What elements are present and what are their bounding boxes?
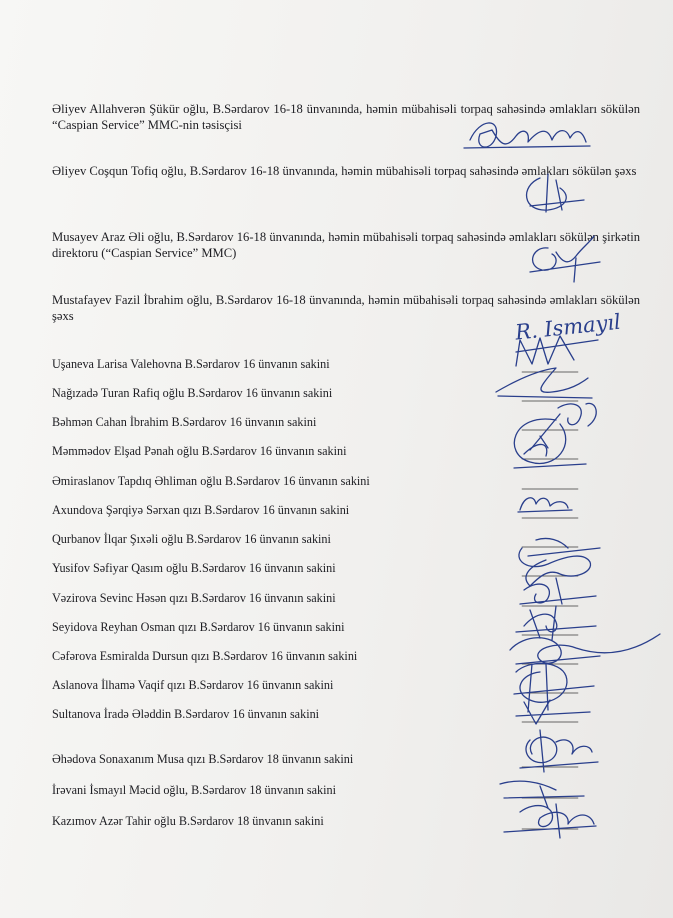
resident-line: Uşaneva Larisa Valehovna B.Sərdarov 16 ünvanın sakini [52, 357, 330, 371]
signature-mark [500, 781, 584, 808]
resident-line: İrəvani İsmayıl Məcid oğlu, B.Sərdarov 18 ünvanın sakini [52, 783, 336, 797]
signature-mark [514, 444, 586, 468]
signature-mark [527, 174, 584, 212]
resident-line: Kazımov Azər Tahir oğlu B.Sərdarov 18 ünvanın sakini [52, 814, 324, 828]
resident-line: Əmiraslanov Tapdıq Əhliman oğlu B.Sərdarov 16 ünvanın sakini [52, 474, 370, 488]
signature-mark [516, 700, 590, 724]
signature-mark [530, 236, 600, 282]
signature-mark [514, 403, 596, 463]
signature-mark [519, 538, 600, 586]
resident-line: Qurbanov İlqar Şıxəli oğlu B.Sərdarov 16 ünvanın sakini [52, 532, 331, 546]
signature-mark [520, 730, 598, 772]
paragraph-aliyev-allahveran: Əliyev Allahverən Şükür oğlu, B.Sərdarov 16-18 ünvanında, həmin mübahisəli torpaq sahəsində əmlakları sökülən “Caspian Service” MMC-nin təsisçisi [52, 102, 640, 132]
paragraph-musayev-araz: Musayev Araz Əli oğlu, B.Sərdarov 16-18 ünvanında, həmin mübahisəli torpaq sahəsində əmlakları sökülən şirkətin direktoru (“Caspian Service” MMC) [52, 230, 640, 260]
resident-line: Cəfərova Esmiralda Dursun qızı B.Sərdarov 16 ünvanın sakini [52, 649, 358, 663]
paragraph-mustafayev-fazil: Mustafayev Fazil İbrahim oğlu, B.Sərdarov 16-18 ünvanında, həmin mübahisəli torpaq sahəsində əmlakları sökülən şəxs [52, 293, 640, 323]
signature-mark [496, 368, 592, 398]
signature-mark [518, 498, 572, 512]
signature-mark [520, 578, 596, 604]
resident-line: Vəzirova Sevinc Həsən qızı B.Sərdarov 16 ünvanın sakini [52, 591, 336, 605]
signature-mark [470, 123, 586, 147]
paragraph-aliyev-coshqun: Əliyev Coşqun Tofiq oğlu, B.Sərdarov 16-18 ünvanında, həmin mübahisəli torpaq sahəsində əmlakları sökülən şəxs [52, 164, 637, 178]
resident-line: Məmmədov Elşad Pənah oğlu B.Sərdarov 16 ünvanın sakini [52, 444, 347, 458]
resident-line: Axundova Şərqiyə Sərxan qızı B.Sərdarov 16 ünvanın sakini [52, 503, 350, 517]
resident-line: Seyidova Reyhan Osman qızı B.Sərdarov 16 ünvanın sakini [52, 620, 345, 634]
resident-line: Aslanova İlhamə Vaqif qızı B.Sərdarov 16 ünvanın sakini [52, 678, 334, 692]
resident-line: Nağızadə Turan Rafiq oğlu B.Sərdarov 16 ünvanın sakini [52, 386, 333, 400]
resident-line: Sultanova İradə Ələddin B.Sərdarov 16 ünvanın sakini [52, 707, 320, 721]
signature-mark [504, 804, 596, 838]
signature-mark [510, 634, 660, 664]
resident-line: Yusifov Səfiyar Qasım oğlu B.Sərdarov 16 ünvanın sakini [52, 561, 336, 575]
resident-line: Bəhmən Cahan İbrahim B.Sərdarov 16 ünvanın sakini [52, 415, 317, 429]
handwritten-signature-text: R. Ismayıl [513, 309, 622, 345]
resident-line: Əhədova Sonaxanım Musa qızı B.Sərdarov 18 ünvanın sakini [52, 752, 354, 766]
